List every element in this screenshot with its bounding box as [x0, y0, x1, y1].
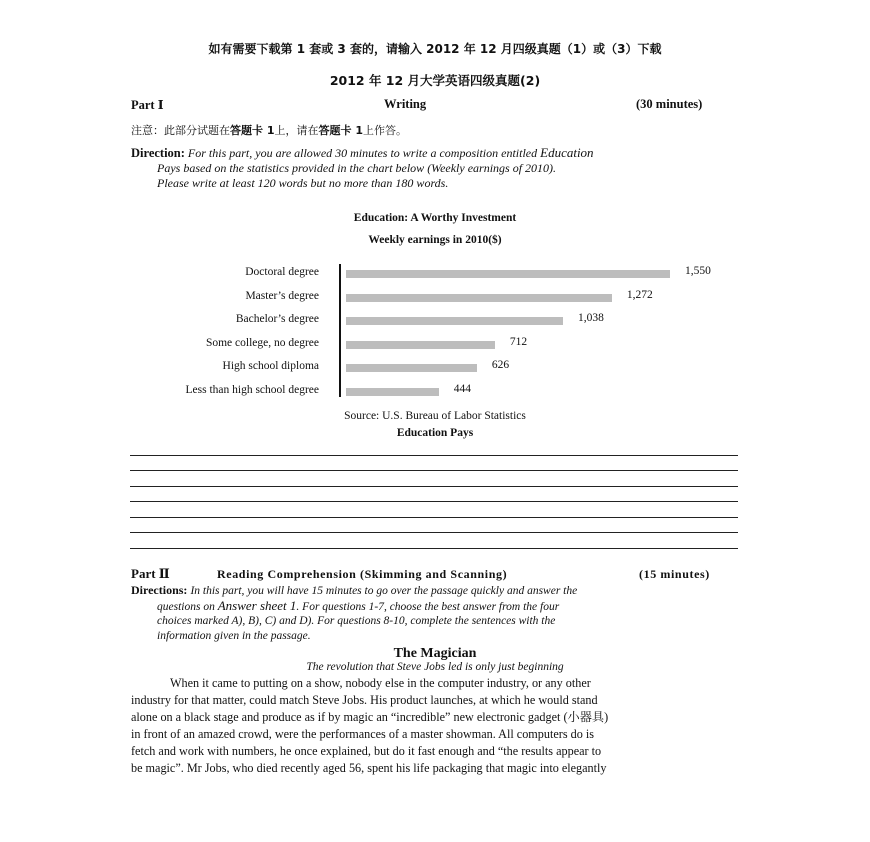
note-pre: 注意：此部分试题在: [131, 124, 230, 137]
chart-axis: [339, 264, 341, 397]
chart-bar: [346, 317, 563, 325]
chart-category-label: Some college, no degree: [205, 336, 319, 349]
writing-line-1: [130, 455, 738, 456]
direction-label: Direction:: [131, 146, 185, 160]
chart-subtitle: Weekly earnings in 2010($): [368, 234, 502, 246]
direction-line-3: Please write at least 120 words but no more than 180 words.: [157, 176, 449, 190]
article-line-4: in front of an amazed crowd, were the performances of a master showman. All computers do is: [131, 727, 594, 741]
part1-time: (30 minutes): [636, 97, 703, 111]
exam-title: 2012 年 12 月大学英语四级真题(2): [329, 73, 541, 88]
writing-line-3: [130, 486, 738, 487]
direction-line-2: Pays based on the statistics provided in the chart below (Weekly earnings of 2010).: [157, 161, 557, 175]
part1-name: Writing: [384, 97, 427, 111]
article-line-6: be magic”. Mr Jobs, who died recently aged 56, spent his life packaging that magic into elegantly: [131, 761, 607, 775]
chart-bar: [346, 341, 495, 349]
note-mid: 上，请在: [274, 124, 319, 137]
chart-category-label: Master’s degree: [245, 289, 319, 302]
note-post: 上作答。: [362, 124, 407, 137]
chart-source: Source: U.S. Bureau of Labor Statistics: [344, 410, 526, 422]
directions-line-2: [157, 598, 559, 616]
part2-name: Reading Comprehension (Skimming and Scanning): [217, 567, 508, 581]
directions-text-2b: . For questions 1-7, choose the best answer from the four: [296, 601, 560, 613]
writing-line-4: [130, 501, 738, 502]
chart-category-label: Bachelor’s degree: [235, 313, 319, 325]
chart-value-label: 1,038: [577, 312, 604, 324]
chart-value-label: 1,272: [626, 288, 653, 301]
chart-category-label: Doctoral degree: [245, 266, 319, 278]
writing-line-5: [130, 517, 738, 518]
chart-bar: [346, 294, 612, 302]
chart-value-label: 626: [491, 359, 510, 371]
chart-value-label: 712: [509, 335, 528, 348]
note-sheet-1: 答题卡 1: [230, 124, 275, 137]
chart-bar: [346, 270, 670, 278]
note-sheet-2: 答题卡 1: [318, 124, 363, 137]
directions-line-3: choices marked A), B), C) and D). For questions 8-10, complete the sentences with the: [157, 615, 556, 627]
chart-bar: [346, 364, 477, 372]
directions-text-2a: questions on: [157, 601, 215, 613]
article-line-5: fetch and work with numbers, he once explained, but do it fast enough and “the results appear to: [131, 744, 602, 758]
chart-category-label: High school diploma: [222, 360, 319, 372]
part1-label: Part Ⅰ: [131, 98, 164, 112]
part2-label: Part Ⅱ: [131, 566, 170, 581]
writing-line-6: [130, 532, 738, 533]
directions-answer-sheet: Answer sheet 1: [217, 598, 297, 613]
article-line-2: industry for that matter, could match Steve Jobs. His product launches, at which he would stand: [131, 693, 598, 707]
essay-title: Education Pays: [396, 427, 474, 439]
chart-title: Education: A Worthy Investment: [353, 212, 517, 224]
direction-text-1: For this part, you are allowed 30 minutes to write a composition entitled: [187, 146, 538, 160]
writing-line-7: [130, 548, 738, 549]
directions-label: Directions:: [131, 583, 188, 597]
direction-title-word: Education: [540, 145, 594, 160]
writing-line-2: [130, 470, 738, 471]
directions-text-1: In this part, you will have 15 minutes to go over the passage quickly and answer the: [190, 585, 578, 597]
article-title: The Magician: [393, 646, 477, 661]
directions-line-1: [131, 583, 577, 598]
chart-value-label: 444: [453, 382, 472, 395]
chart-value-label: 1,550: [685, 265, 711, 277]
directions-line-4: information given in the passage.: [157, 630, 311, 642]
article-line-1: When it came to putting on a show, nobody else in the computer industry, or any other: [170, 676, 591, 690]
top-notice: 如有需要下载第 1 套或 3 套的，请输入 2012 年 12 月四级真题（1）或（3）下载: [208, 42, 662, 56]
chart-bar: [346, 388, 439, 396]
chart-category-label: Less than high school degree: [185, 383, 319, 396]
article-subtitle: The revolution that Steve Jobs led is only just beginning: [306, 661, 564, 673]
article-line-3: alone on a black stage and produce as if by magic an “incredible” new electronic gadget (小器具): [131, 710, 609, 724]
part2-time: (15 minutes): [639, 567, 710, 581]
